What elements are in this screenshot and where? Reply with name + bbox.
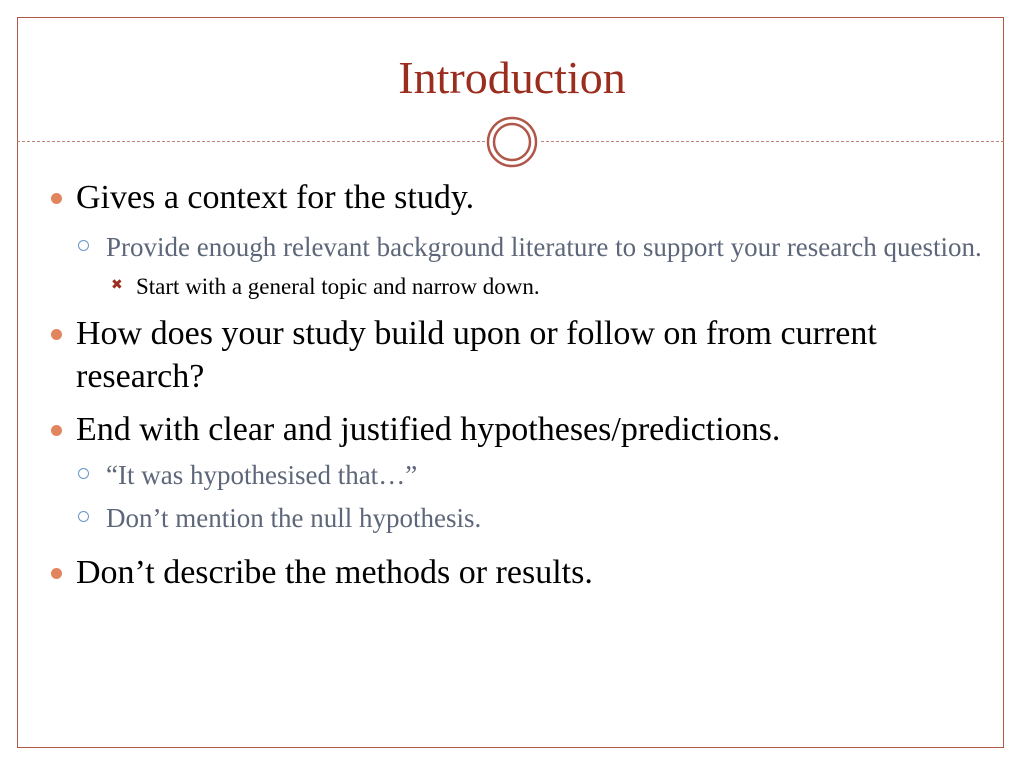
title-divider-right [541,141,1004,142]
filled-circle-bullet-icon [51,425,62,436]
list-item [48,272,988,302]
hollow-circle-bullet-icon [78,511,89,522]
slide-title: Introduction [398,52,626,103]
double-ring-ornament-icon [485,115,539,169]
x-cross-bullet-icon: ✖ [111,278,123,293]
list-item-text: End with clear and justified hypotheses/predictions. [76,411,781,448]
bullet-list [48,176,988,604]
list-item [48,457,988,494]
filled-circle-bullet-icon [51,568,62,579]
list-item-text: Provide enough relevant background literature to support your research question. [106,232,982,262]
filled-circle-bullet-icon [51,193,62,204]
list-item [48,408,988,451]
list-item-text: “It was hypothesised that…” [106,460,418,490]
title-divider-left [17,141,485,142]
hollow-circle-bullet-icon [78,240,89,251]
list-item-text: Don’t describe the methods or results. [76,554,593,591]
list-item-text: How does your study build upon or follow on from current research? [76,315,877,395]
list-item [48,176,988,219]
list-item-text: Start with a general topic and narrow down. [136,274,540,299]
filled-circle-bullet-icon [51,329,62,340]
list-item [48,312,988,398]
list-item [48,229,988,266]
list-item [48,551,988,594]
hollow-circle-bullet-icon [78,468,89,479]
list-item-text: Gives a context for the study. [76,179,475,216]
list-item [48,500,988,537]
list-item-text: Don’t mention the null hypothesis. [106,503,482,533]
